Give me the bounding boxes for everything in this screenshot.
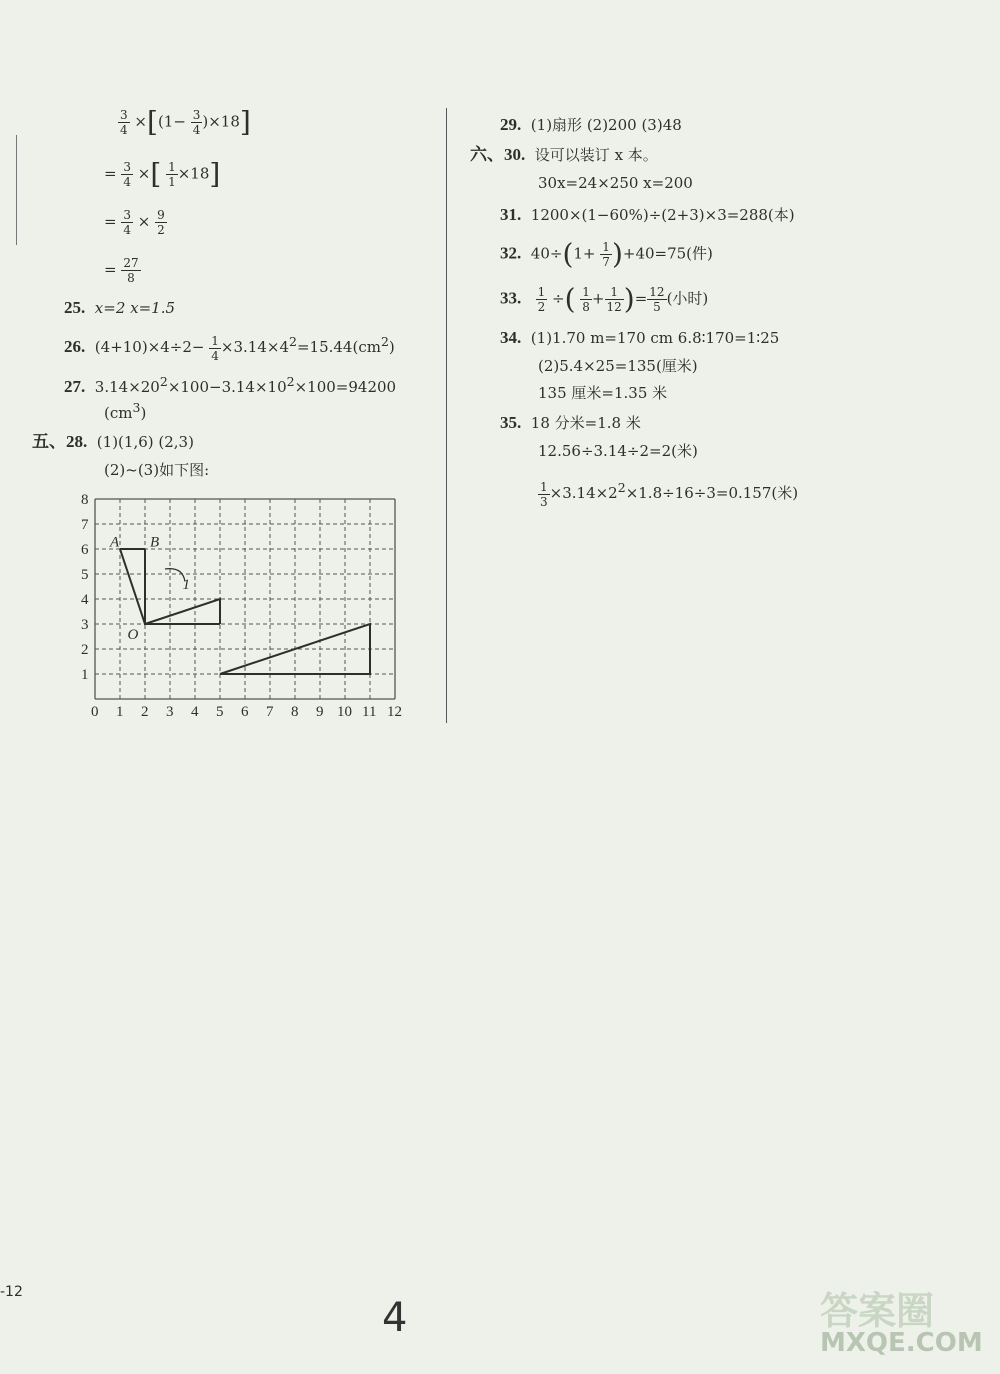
x-tick-label: 8	[291, 704, 299, 720]
q25: 25. x=2 x=1.5	[64, 298, 176, 317]
watermark-url: MXQE.COM	[820, 1328, 983, 1358]
q35-line3: $\frac{1}{3}$ $\times 3.14\times 2^2\times 1.8\div 16\div 3=0.157$(米)	[540, 479, 799, 509]
q35-line2: 12.56÷3.14÷2=2(米)	[538, 442, 698, 460]
left-margin-line	[16, 135, 17, 245]
column-divider	[446, 108, 447, 723]
grid-lines	[95, 499, 395, 699]
x-tick-label: 7	[266, 704, 274, 720]
x-tick-label: 2	[141, 704, 149, 720]
x-tick-label: 11	[362, 704, 377, 720]
eq24-line2: = $\frac{3}{4}$ ×[ $\frac{1}{1}$ ×18]	[104, 157, 221, 191]
y-tick-label: 2	[81, 642, 89, 658]
q31: 31. 1200×(1−60%)÷(2+3)×3=288(本)	[500, 205, 795, 224]
q34-part3: 135 厘米=1.35 米	[538, 384, 668, 402]
x-tick-label: 6	[241, 704, 249, 720]
x-tick-label: 0	[91, 704, 99, 720]
grid-labels	[81, 492, 402, 720]
eq24-line3: = $\frac{3}{4}$ × $\frac{9}{2}$	[104, 208, 165, 237]
x-tick-label: 12	[387, 704, 402, 720]
q28-note: (2)~(3)如下图:	[104, 461, 210, 479]
q27-unit: $(cm^3)$	[104, 400, 147, 422]
point-label-A: A	[110, 534, 120, 551]
q34: 34. (1)1.70 m=170 cm 6.8∶170=1∶25	[500, 328, 780, 347]
point-label-O: O	[127, 627, 139, 643]
x-tick-label: 9	[316, 704, 324, 720]
x-tick-label: 10	[337, 704, 352, 720]
eq24-line1: $\frac{3}{4}$ ×[(1− $\frac{3}{4}$ )×18]	[120, 105, 251, 139]
x-tick-label: 4	[191, 704, 199, 720]
coordinate-grid	[70, 488, 410, 723]
y-tick-label: 6	[81, 542, 89, 558]
fraction: $\frac{3}{4}$	[192, 108, 201, 137]
q32: 32. 40÷(1+ $\frac{1}{7}$ )+40=75(件)	[500, 237, 713, 271]
y-tick-label: 8	[81, 492, 89, 508]
fraction: $\frac{3}{4}$	[120, 108, 128, 137]
y-tick-label: 5	[81, 567, 89, 583]
x-tick-label: 1	[116, 704, 124, 720]
q35: 35. 18 分米=1.8 米	[500, 413, 641, 432]
x-tick-label: 3	[166, 704, 174, 720]
point-label-B: B	[150, 534, 160, 551]
y-tick-label: 7	[81, 517, 89, 533]
segment-AO	[120, 549, 145, 624]
handwritten-page-number: 4	[382, 1295, 408, 1341]
q27: 27. $3.14\times 20^2\times 100-3.14\times 10^2\times 100=94200$	[64, 374, 397, 396]
y-tick-label: 3	[81, 617, 89, 633]
y-tick-label: 1	[81, 667, 89, 683]
eq24-line4: = $\frac{27}{8}$	[104, 256, 139, 285]
q28: 五、28. (1)(1,6) (2,3)	[32, 432, 194, 451]
y-tick-label: 4	[81, 592, 89, 608]
q30: 六、30. 设可以装订 x 本。	[470, 145, 658, 164]
arc-label: 1	[182, 577, 190, 593]
x-tick-label: 5	[216, 704, 224, 720]
q30-equation: 30x=24×250 x=200	[538, 174, 693, 192]
q29: 29. (1)扇形 (2)200 (3)48	[500, 115, 682, 134]
q26: 26. (4+10)×4÷2− $\frac{1}{4}$ $\times 3.14\times 4^2=15.44(cm^2)$	[64, 333, 395, 363]
rotated-triangle	[145, 599, 220, 624]
watermark-logo: 答案圈	[820, 1289, 935, 1333]
q33: 33. $\frac{1}{2}$ ÷( $\frac{1}{8}$ + $\frac{1}{12}$ )= $\frac{12}{5}$ (小时)	[500, 282, 709, 316]
page-label: -12	[0, 1284, 23, 1300]
q34-part2: (2)5.4×25=135(厘米)	[538, 357, 698, 375]
